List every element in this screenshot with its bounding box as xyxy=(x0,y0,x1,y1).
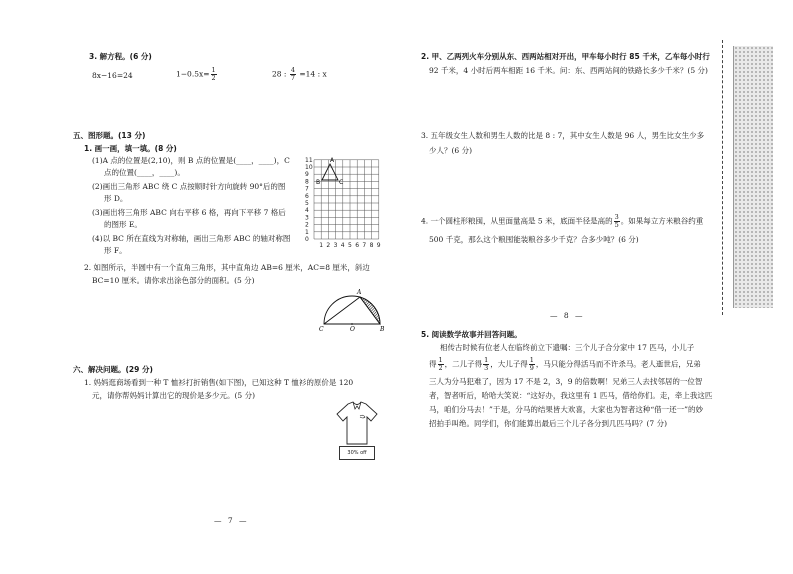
grid-x-tick-label: 9 xyxy=(376,242,381,249)
grid-x-tick-label: 7 xyxy=(362,242,367,249)
equation-2: 1−0.5x= $\frac{1}{2}$ xyxy=(176,66,216,82)
grid-y-tick-label: 11 xyxy=(305,156,313,164)
grid-x-tick-label: 6 xyxy=(355,242,360,249)
point-c-label: C xyxy=(339,179,344,186)
grid-x-tick-label: 3 xyxy=(333,242,338,249)
grid-y-tick-label: 9 xyxy=(305,171,309,179)
equation-3: 28 : $\frac{4}{7}$ =14 : x xyxy=(272,66,327,82)
grid-y-tick-label: 1 xyxy=(305,228,309,236)
point-a-label: A xyxy=(330,157,335,164)
page-number-right: — 8 — xyxy=(550,311,585,320)
r-q5-line: 三人为分马犯难了，因为 17 不是 2，3，9 的倍数啊！兄弟三人去找邻居的一位智 xyxy=(429,377,703,386)
sec5-q1-line: (2)画出三角形 ABC 绕 C 点按顺时针方向旋转 90°后的图 xyxy=(92,182,286,191)
grid-y-tick-label: 10 xyxy=(305,164,313,171)
r-q4-line: 500 千克，那么这个粮囤能装粮谷多少千克？合多少吨？(6 分) xyxy=(429,235,639,244)
section5-title: 五、图形题。(13 分) xyxy=(73,131,146,140)
grid-y-tick-label: 6 xyxy=(305,192,309,200)
sec5-q1-line: 的图形 E。 xyxy=(104,220,142,229)
r-q3-line: 3. 五年级女生人数和男生人数的比是 8 : 7，其中女生人数是 96 人，男生比女生少多 xyxy=(421,131,705,140)
sec5-q1-title: 1. 画一画，填一填。(8 分) xyxy=(84,144,177,153)
discount-tag: 30% off xyxy=(339,446,375,460)
grid-x-tick-label: 8 xyxy=(369,242,374,249)
sec5-q1-line: 形 F。 xyxy=(104,246,127,255)
sec5-q1-line: 点的位置(____，____)。 xyxy=(104,168,185,177)
binding-dash-line xyxy=(722,40,723,315)
r-q5-line: 者，智者听后，哈哈大笑说：“这好办，我这里有 1 匹马，借给你们。走，牵上我这匹 xyxy=(429,391,713,400)
r-q5-line: 相传古时候有位老人在临终前立下遗嘱：三个儿子合分家中 17 匹马，小儿子 xyxy=(440,343,695,352)
r-q2-line: 2. 甲、乙两列火车分别从东、西两站相对开出，甲车每小时行 85 千米，乙车每小时行 xyxy=(421,52,710,61)
grid-y-tick-label: 5 xyxy=(305,200,309,207)
grid-y-tick-label: 2 xyxy=(305,221,309,229)
page-number-left: — 7 — xyxy=(214,516,249,525)
semicircle-label-a: A xyxy=(357,289,362,296)
sec5-q1-line: (3)画出将三角形 ABC 向右平移 6 格，再向下平移 7 格后 xyxy=(92,208,286,217)
r-q5-title: 5. 阅读数学故事并回答问题。 xyxy=(421,330,522,339)
grid-x-tick-label: 1 xyxy=(319,242,324,249)
point-b-label: B xyxy=(316,179,321,186)
grid-y-tick-label: 8 xyxy=(305,178,309,186)
equation-1: 8x−16=24 xyxy=(92,71,133,80)
r-q2-line: 92 千米，4 小时后两车相距 16 千米。问：东、西两站间的铁路长多少千米？(5 分) xyxy=(429,66,708,75)
r-q5-line: 招拍手叫绝。同学们，你们能算出最后三个儿子各分到几匹马吗？(7 分) xyxy=(429,419,668,428)
sec6-q1-line: 1. 妈妈逛商场看到一种 T 恤衫打折销售(如下图)，已知这种 T 恤衫的原价是 120 xyxy=(84,378,354,387)
r-q5-line: 马，咱们分马去！”于是，分马的结果皆大欢喜，大家也为智者这种“借一还一”的妙 xyxy=(429,405,704,414)
sec5-q2-line: BC=10 厘米。请你求出涂色部分的面积。(5 分) xyxy=(92,276,255,285)
sec5-q2-line: 2. 如图所示，半圆中有一个直角三角形，其中直角边 AB=6 厘米，AC=8 厘米，斜边 xyxy=(84,263,370,272)
sec5-q1-line: (1)A 点的位置是(2,10)，则 B 点的位置是(____，____)，C xyxy=(92,156,290,165)
grid-y-tick-label: 0 xyxy=(305,236,309,243)
sec6-q1-line: 元，请你帮妈妈计算出它的现价是多少元。(5 分) xyxy=(92,391,256,400)
r-q3-line: 少人？(6 分) xyxy=(429,146,473,155)
semicircle-label-o: O xyxy=(350,326,355,333)
coordinate-grid xyxy=(305,153,385,249)
r-q5-line: 得 $\frac{1}{2}$ ，二儿子得 $\frac{1}{3}$ ，大儿子得 $\frac{1}{9}$ ，马只能分得活马而不许杀马。老人逝世后，兄弟 xyxy=(429,356,701,372)
r-q4-line: 4. 一个圆柱形粮囤，从里面量高是 5 米，底面半径是高的 $\frac{3}{5}$ 。如果每立方米粮谷约重 xyxy=(421,213,704,229)
semicircle-figure xyxy=(316,284,386,334)
q3-title: 3. 解方程。(6 分) xyxy=(89,52,152,61)
semicircle-label-c: C xyxy=(319,326,324,333)
tshirt-icon xyxy=(333,400,381,446)
semicircle-label-b: B xyxy=(380,326,385,333)
grid-x-tick-label: 4 xyxy=(340,242,345,249)
sec5-q1-line: (4)以 BC 所在直线为对称轴，画出三角形 ABC 的轴对称图 xyxy=(92,234,291,243)
grid-x-tick-label: 5 xyxy=(348,242,352,249)
grid-y-tick-label: 4 xyxy=(305,207,309,215)
grid-x-tick-label: 2 xyxy=(326,242,331,249)
grid-y-tick-label: 7 xyxy=(305,185,309,193)
binding-strip xyxy=(733,46,773,308)
grid-y-tick-label: 3 xyxy=(305,214,309,222)
section6-title: 六、解决问题。(29 分) xyxy=(73,365,153,374)
sec5-q1-line: 形 D。 xyxy=(104,194,128,203)
